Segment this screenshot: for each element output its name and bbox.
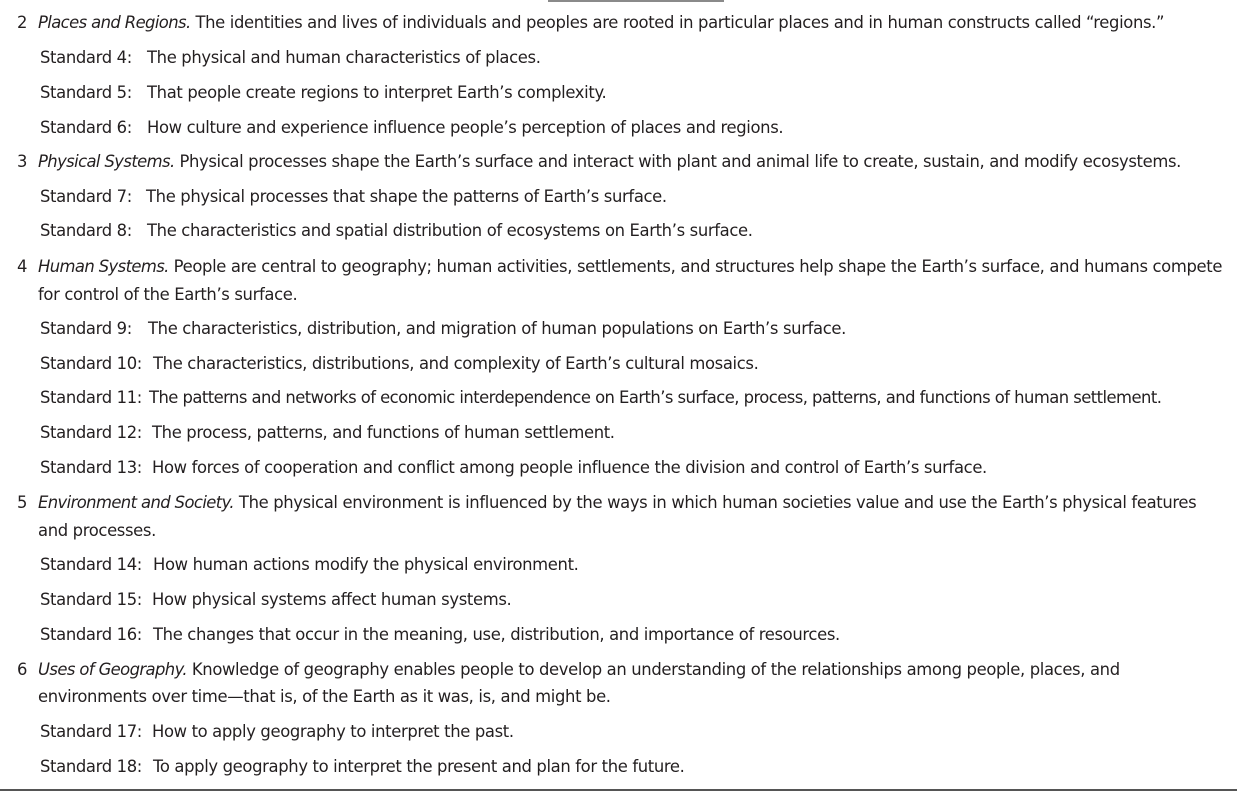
theme-description-continued: environments over time—that is, of the Earth as it was, is, and might be. <box>38 687 611 706</box>
theme-heading-text <box>38 656 1120 684</box>
standard-label: Standard 7: <box>40 187 132 206</box>
standard-label: Standard 17: <box>40 722 142 741</box>
standard-text: How to apply geography to interpret the past. <box>152 722 514 741</box>
theme-heading-text <box>38 253 1222 281</box>
theme-number: 5 <box>17 493 28 512</box>
theme-heading-text <box>38 148 1181 176</box>
theme-description-continued: and processes. <box>38 521 156 540</box>
standard-label: Standard 16: <box>40 625 142 644</box>
standard-label: Standard 10: <box>40 354 142 373</box>
theme-description: People are central to geography; human activities, settlements, and structures help shape the Earth’s surface, and humans compete <box>173 257 1223 276</box>
theme-number: 2 <box>17 13 28 32</box>
top-rule <box>548 0 724 2</box>
theme-description: The identities and lives of individuals and peoples are rooted in particular places and in human constructs called “regions.” <box>195 13 1165 32</box>
standard-text: How physical systems affect human systems. <box>152 590 512 609</box>
standard-text: That people create regions to interpret Earth’s complexity. <box>147 83 607 102</box>
standard-label: Standard 5: <box>40 83 132 102</box>
standard-text: How forces of cooperation and conflict among people influence the division and control of Earth’s surface. <box>152 458 987 477</box>
standard-label: Standard 6: <box>40 118 132 137</box>
theme-description: The physical environment is influenced by the ways in which human societies value and use the Earth’s physical features <box>238 493 1197 512</box>
theme-heading-text <box>38 9 1164 37</box>
bottom-rule <box>0 789 1237 791</box>
standard-text: The physical and human characteristics of places. <box>147 48 541 67</box>
standard-label: Standard 4: <box>40 48 132 67</box>
theme-title: Physical Systems. <box>38 152 175 171</box>
theme-title: Uses of Geography. <box>38 660 188 679</box>
standard-text: The physical processes that shape the patterns of Earth’s surface. <box>146 187 667 206</box>
theme-number: 6 <box>17 660 28 679</box>
standard-label: Standard 14: <box>40 555 142 574</box>
standard-text: The patterns and networks of economic interdependence on Earth’s surface, process, patterns, and functions of human settlement. <box>149 388 1162 407</box>
standard-text: The characteristics, distributions, and complexity of Earth’s cultural mosaics. <box>153 354 759 373</box>
standard-label: Standard 13: <box>40 458 142 477</box>
theme-title: Human Systems. <box>38 257 169 276</box>
standard-text: The characteristics, distribution, and migration of human populations on Earth’s surface. <box>148 319 846 338</box>
standard-text: The process, patterns, and functions of human settlement. <box>152 423 615 442</box>
standard-label: Standard 9: <box>40 319 132 338</box>
theme-title: Places and Regions. <box>38 13 191 32</box>
theme-description-continued: for control of the Earth’s surface. <box>38 285 298 304</box>
standard-text: How human actions modify the physical environment. <box>153 555 579 574</box>
standard-text: How culture and experience influence people’s perception of places and regions. <box>147 118 784 137</box>
standard-label: Standard 8: <box>40 221 132 240</box>
standard-label: Standard 11: <box>40 388 142 407</box>
standard-label: Standard 12: <box>40 423 142 442</box>
standard-text: The changes that occur in the meaning, use, distribution, and importance of resources. <box>153 625 840 644</box>
theme-description: Physical processes shape the Earth’s surface and interact with plant and animal life to create, sustain, and modify ecosystems. <box>179 152 1182 171</box>
standard-text: The characteristics and spatial distribution of ecosystems on Earth’s surface. <box>147 221 753 240</box>
theme-number: 3 <box>17 152 28 171</box>
standard-label: Standard 18: <box>40 757 142 776</box>
standard-text: To apply geography to interpret the present and plan for the future. <box>153 757 685 776</box>
theme-title: Environment and Society. <box>38 493 235 512</box>
standard-label: Standard 15: <box>40 590 142 609</box>
theme-number: 4 <box>17 257 28 276</box>
theme-heading-text <box>38 489 1196 517</box>
theme-description: Knowledge of geography enables people to develop an understanding of the relationships among people, places, and <box>191 660 1120 679</box>
